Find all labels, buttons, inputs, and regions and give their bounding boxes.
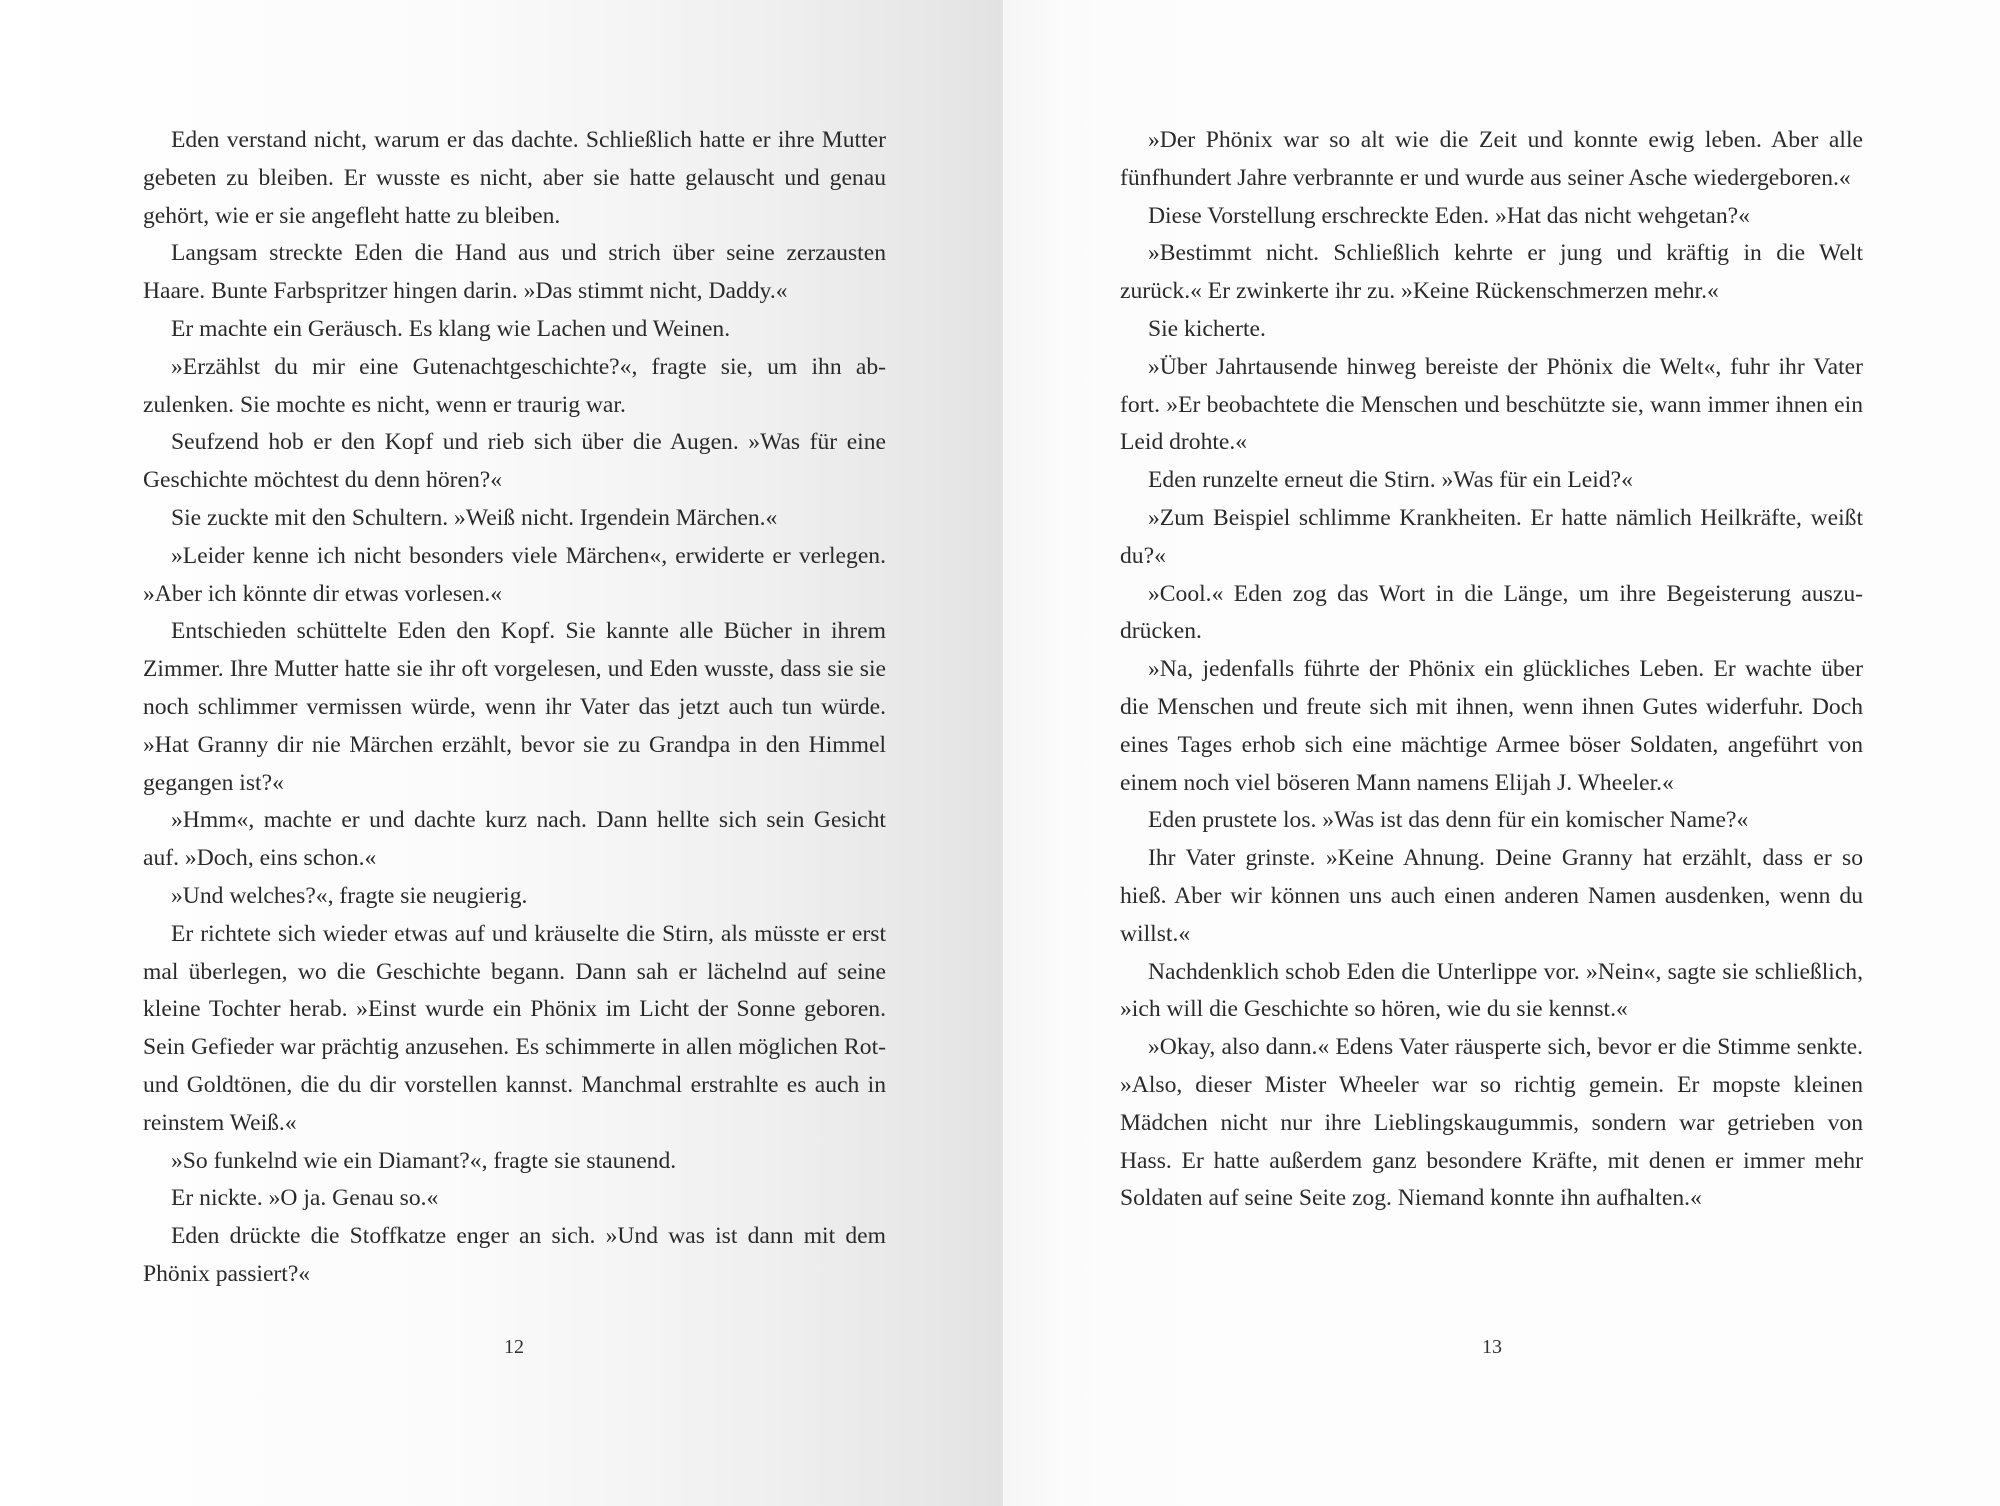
paragraph: »Und welches?«, fragte sie neugierig. [171,882,528,909]
paragraph: Eden runzelte erneut die Stirn. »Was für ein Leid?« [1148,467,1633,494]
right-page [1003,0,2000,1506]
right-page-text [1120,122,1863,1218]
paragraph: »Leider kenne ich nicht besonders viele Märchen«, erwiderte er verlegen. »Aber ich könnte dir etwas vorlesen.« [143,542,886,607]
paragraph: »Cool.« Eden zog das Wort in die Länge, um ihre Begeisterung auszudrücken. [1120,580,1863,645]
paragraph: »Der Phönix war so alt wie die Zeit und konnte ewig leben. Aber alle fünfhundert Jahre verbrannte er und wurde aus seiner Asche wiedergeboren.« [1120,127,1863,191]
paragraph: Ihr Vater grinste. »Keine Ahnung. Deine Granny hat erzählt, dass er so hieß. Aber wir können uns auch einen anderen Namen ausdenken, wenn du willst.« [1120,845,1863,947]
left-page-text [143,122,886,1294]
paragraph: »Bestimmt nicht. Schließlich kehrte er jung und kräftig in die Welt zurück.« Er zwinkerte ihr zu. »Keine Rückenschmerzen mehr.« [1120,240,1863,305]
paragraph: Entschieden schüttelte Eden den Kopf. Sie kannte alle Bücher in ihrem Zimmer. Ihre Mutter hatte sie ihr oft vorgelesen, und Eden wusste, dass sie sie noch schlimmer vermissen würde, wenn ihr Vater das jetzt auch tun würde. »Hat Granny dir nie Märchen erzählt, bevor sie zu Grandpa in den Himmel gegangen ist?« [143,618,886,796]
paragraph: Er nickte. »O ja. Genau so.« [171,1185,439,1212]
paragraph: Diese Vorstellung erschreckte Eden. »Hat das nicht wehgetan?« [1148,202,1750,229]
paragraph: Eden verstand nicht, warum er das dachte. Schließlich hatte er ihre Mutter gebeten zu bleiben. Er wusste es nicht, aber sie hatte gelauscht und genau gehört, wie er sie angefleht hatte zu bleiben. [143,127,886,229]
paragraph: »Na, jedenfalls führte der Phönix ein glückliches Leben. Er wachte über die Menschen und freute sich mit ihnen, wenn ihnen Gutes widerfuhr. Doch eines Tages erhob sich eine mächtige Armee böser Soldaten, angeführt von einem noch viel böseren Mann namens Elijah J. Wheeler.« [1120,656,1863,796]
paragraph: »Erzählst du mir eine Gutenachtgeschichte?«, fragte sie, um ihn abzulenken. Sie mochte es nicht, wenn er traurig war. [143,353,886,418]
paragraph: Nachdenklich schob Eden die Unterlippe vor. »Nein«, sagte sie schließlich, »ich will die Geschichte so hören, wie du sie kennst.« [1120,958,1863,1023]
page-number-right: 13 [1482,1336,1502,1358]
paragraph: »So funkelnd wie ein Diamant?«, fragte sie staunend. [171,1147,677,1174]
paragraph: Eden prustete los. »Was ist das denn für ein komischer Name?« [1148,807,1749,834]
paragraph: »Okay, also dann.« Edens Vater räusperte sich, bevor er die Stimme senkte. »Also, dieser Mister Wheeler war so richtig gemein. Er mopste kleinen Mädchen nicht nur ihre Lieblingskaugummis, sondern war getrieben von Hass. Er hatte außerdem ganz besondere Kräfte, mit denen er immer mehr Soldaten auf seine Seite zog. Niemand konnte ihn aufhalten.« [1120,1034,1863,1212]
paragraph: Seufzend hob er den Kopf und rieb sich über die Augen. »Was für eine Geschichte möchtest du denn hören?« [143,429,886,494]
paragraph: Langsam streckte Eden die Hand aus und strich über seine zerzausten Haare. Bunte Farbspritzer hingen darin. »Das stimmt nicht, Daddy.« [143,240,886,305]
paragraph: Eden drückte die Stoffkatze enger an sich. »Und was ist dann mit dem Phönix passiert?« [143,1223,886,1287]
paragraph: »Zum Beispiel schlimme Krankheiten. Er hatte nämlich Heilkräfte, weißt du?« [1120,504,1863,569]
paragraph: Sie zuckte mit den Schultern. »Weiß nicht. Irgendein Märchen.« [171,504,778,531]
paragraph: Sie kicherte. [1148,315,1266,342]
paragraph: Er richtete sich wieder etwas auf und kräuselte die Stirn, als müsste er erst mal überlegen, wo die Geschichte begann. Dann sah er lächelnd auf seine kleine Tochter herab. »Einst wurde ein Phönix im Licht der Sonne geboren. Sein Gefieder war prächtig anzusehen. Es schimmerte in allen möglichen Rot- und Goldtönen, die du dir vorstellen kannst. Manchmal erstrahlte es auch in reinstem Weiß.« [143,920,886,1136]
paragraph: Er machte ein Geräusch. Es klang wie Lachen und Weinen. [171,315,731,342]
paragraph: »Hmm«, machte er und dachte kurz nach. Dann hellte sich sein Gesicht auf. »Doch, eins schon.« [143,807,886,872]
paragraph: »Über Jahrtausende hinweg bereiste der Phönix die Welt«, fuhr ihr Vater fort. »Er beobachtete die Menschen und beschützte sie, wann immer ihnen ein Leid drohte.« [1120,353,1863,456]
page-number-left: 12 [504,1336,524,1358]
